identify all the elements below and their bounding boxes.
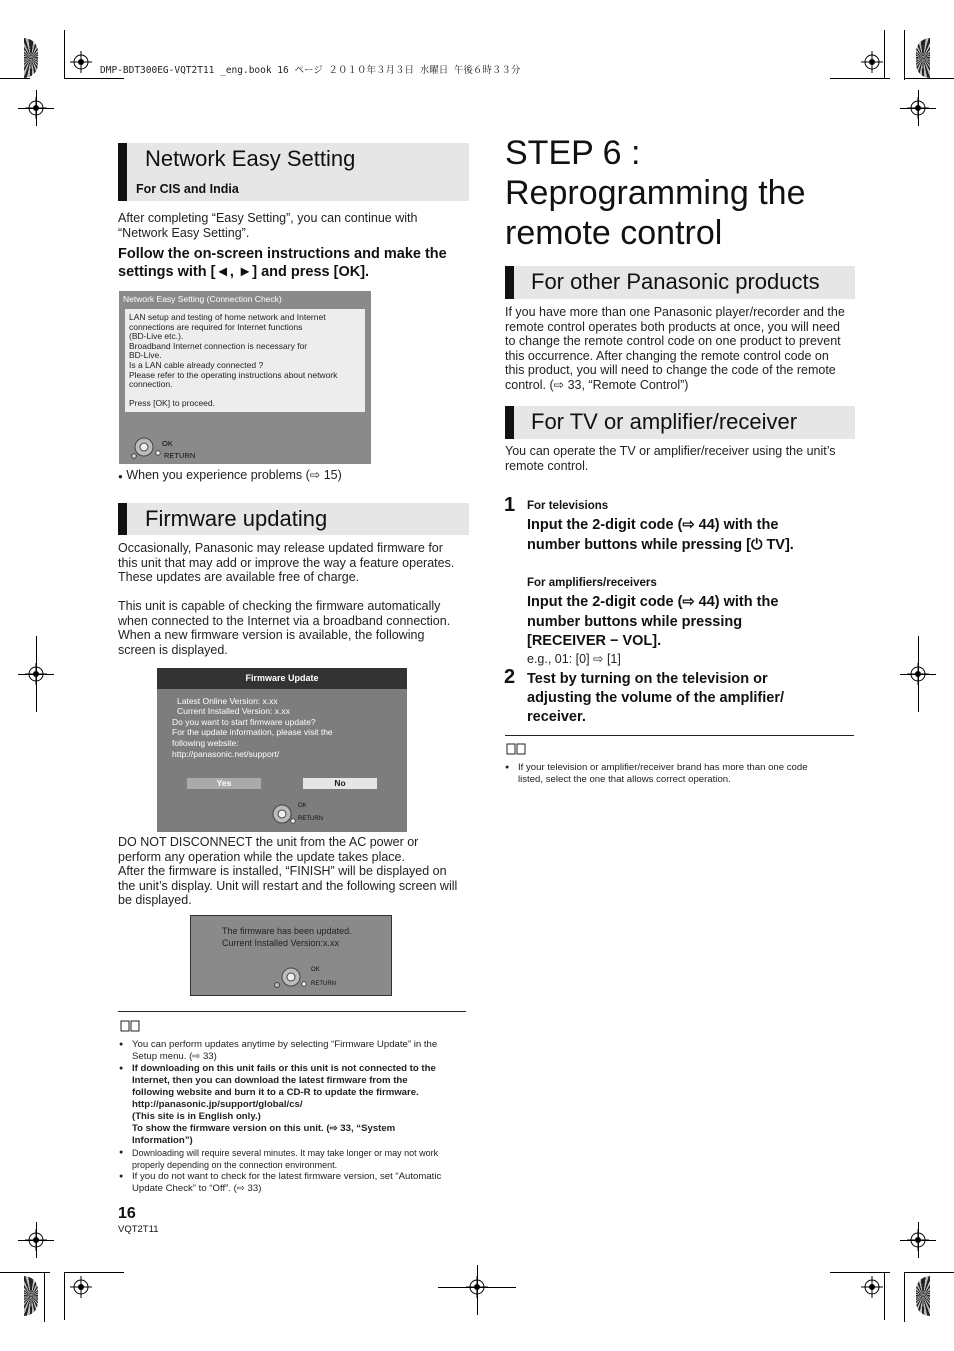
firmware-screen-title: Firmware Update [157,668,407,689]
registration-mark-icon [70,51,92,73]
registration-mark-icon [861,1276,883,1298]
update-info-text: For the update information, please visit the [172,727,333,737]
network-instruction: Follow the on-screen instructions and make the settings with [◄, ►] and press [OK]. [118,246,447,280]
screen-message: LAN setup and testing of home network and Internet connections are required for Internet functions (BD-Live etc.). Broadband Internet connection is necessary for BD-Live. Is a LAN cable already connected ? Please refer to the operating instructions about network connection. Press [OK] to proceed. [125,309,365,412]
note-item: ● If downloading on this unit fails or this unit is not connected to the Internet, then you can download the latest firmware from the following website and burn it to a CD-R to update the firmware. http://panasonic.jp/support/global/cs/ (This site is in English only.) To show the firmware version on this unit. (⇨ 33, “System Information”) [119,1063,469,1147]
registration-mark-icon [861,51,883,73]
firmware-notes [119,1039,469,1195]
latest-version-text: Latest Online Version: x.xx [177,696,278,706]
registration-mark-icon [907,663,929,685]
firmware-para-2: This unit is capable of checking the firmware automatically when connected to the Internet via a broadband connection. When a new firmware version is available, the following screen is displayed. [118,599,451,657]
step-number: 1 [504,494,516,516]
divider [505,735,854,736]
tv-intro: You can operate the TV or amplifier/receiver using the unit’s remote control. [505,444,836,473]
ok-navigation-icon [267,803,297,827]
for-televisions-label: For televisions [527,500,609,512]
start-update-question: Do you want to start firmware update? [172,717,316,727]
registration-mark-icon [907,97,929,119]
code-example: e.g., 01: [0] ⇨ [1] [527,652,621,666]
note-item: ● If your television or amplifier/receiver brand has more than one code listed, select the one that allows correct operation. [505,762,855,786]
tv-instruction: Input the 2-digit code (⇨ 44) with the number buttons while pressing [⏻ TV]. [527,517,794,553]
divider [118,1011,466,1012]
for-amplifiers-label: For amplifiers/receivers [527,577,657,589]
update-info-text: following website: [172,738,239,748]
current-version-text: Current Installed Version: x.xx [177,706,290,716]
step2-instruction: Test by turning on the television or adjusting the volume of the amplifier/ receiver. [527,671,784,725]
yes-button[interactable]: Yes [187,778,261,789]
ok-navigation-icon [131,435,161,459]
registration-mark-icon [907,1229,929,1251]
firmware-updated-screen [190,915,392,996]
ok-label: OK [162,439,173,448]
network-intro: After completing “Easy Setting”, you can continue with “Network Easy Setting”. [118,211,418,240]
registration-disc-icon [24,38,38,78]
tv-amplifier-heading [505,406,855,439]
network-check-screen [119,291,371,464]
firmware-update-screen [157,689,407,832]
screen-title: Network Easy Setting (Connection Check) [123,294,282,304]
note-item: ● If you do not want to check for the latest firmware version, set “Automatic Update Check” to “Off”. (⇨ 33) [119,1171,469,1195]
firmware-para-3: DO NOT DISCONNECT the unit from the AC power or perform any operation while the update takes place. After the firmware is installed, “FINISH” will be displayed on the unit’s display. Unit will restart and the following screen will be displayed. [118,835,458,908]
return-label: RETURN [311,981,336,987]
return-label: RETURN [164,451,196,460]
note-item: ● You can perform updates anytime by selecting “Firmware Update” in the Setup menu. (⇨ 33) [119,1039,469,1063]
registration-disc-icon [916,1276,930,1316]
registration-mark-icon [466,1276,488,1298]
firmware-updating-heading [118,503,469,535]
section-title: For other Panasonic products [531,269,820,294]
ok-navigation-icon [271,966,311,990]
registration-mark-icon [25,663,47,685]
network-easy-setting-heading [118,143,469,201]
amp-instruction: Input the 2-digit code (⇨ 44) with the number buttons while pressing [RECEIVER − VOL]. [527,594,779,649]
section-title: Network Easy Setting [145,146,356,171]
print-header-line: DMP-BDT300EG-VQT2T11 _eng.book 16 ページ ２０１０年３月３日 水曜日 午後６時３３分 [100,65,521,76]
registration-mark-icon [25,97,47,119]
firmware-para-1: Occasionally, Panasonic may release updated firmware for this unit that may add or improve the way a feature operates. These updates are available free of charge. [118,541,455,585]
section-title: For TV or amplifier/receiver [531,409,798,434]
updated-message: The firmware has been updated. Current Installed Version:x.xx [222,926,352,948]
note-item: ● Downloading will require several minutes. It may take longer or may not work properly depending on the connection environment. [119,1147,469,1171]
update-url-text: http://panasonic.net/support/ [172,749,280,759]
section-title: Firmware updating [145,506,328,531]
note-book-icon [120,1020,140,1032]
registration-disc-icon [24,1276,38,1316]
return-label: RETURN [298,816,323,822]
registration-disc-icon [916,38,930,78]
ok-label: OK [298,803,307,809]
note-book-icon [506,743,526,755]
other-panasonic-heading [505,266,855,299]
panasonic-text: If you have more than one Panasonic player/recorder and the remote control operates both products at once, you will need to change the remote control code on one product to prevent this occurrence. After changing the remote control code on this product, you will need to change the code of the remote control. (⇨ 33, “Remote Control”) [505,305,845,392]
no-button[interactable]: No [303,778,377,789]
page-title: STEP 6 : Reprogramming the remote control [505,134,806,252]
doc-code: VQT2T11 [118,1224,159,1235]
tv-notes [505,762,855,786]
registration-mark-icon [70,1276,92,1298]
step-number: 2 [504,666,516,688]
registration-mark-icon [25,1229,47,1251]
ok-label: OK [311,967,320,973]
problem-note: ● When you experience problems (⇨ 15) [118,468,342,482]
page-number: 16 [118,1205,136,1222]
section-subtitle: For CIS and India [136,182,239,196]
